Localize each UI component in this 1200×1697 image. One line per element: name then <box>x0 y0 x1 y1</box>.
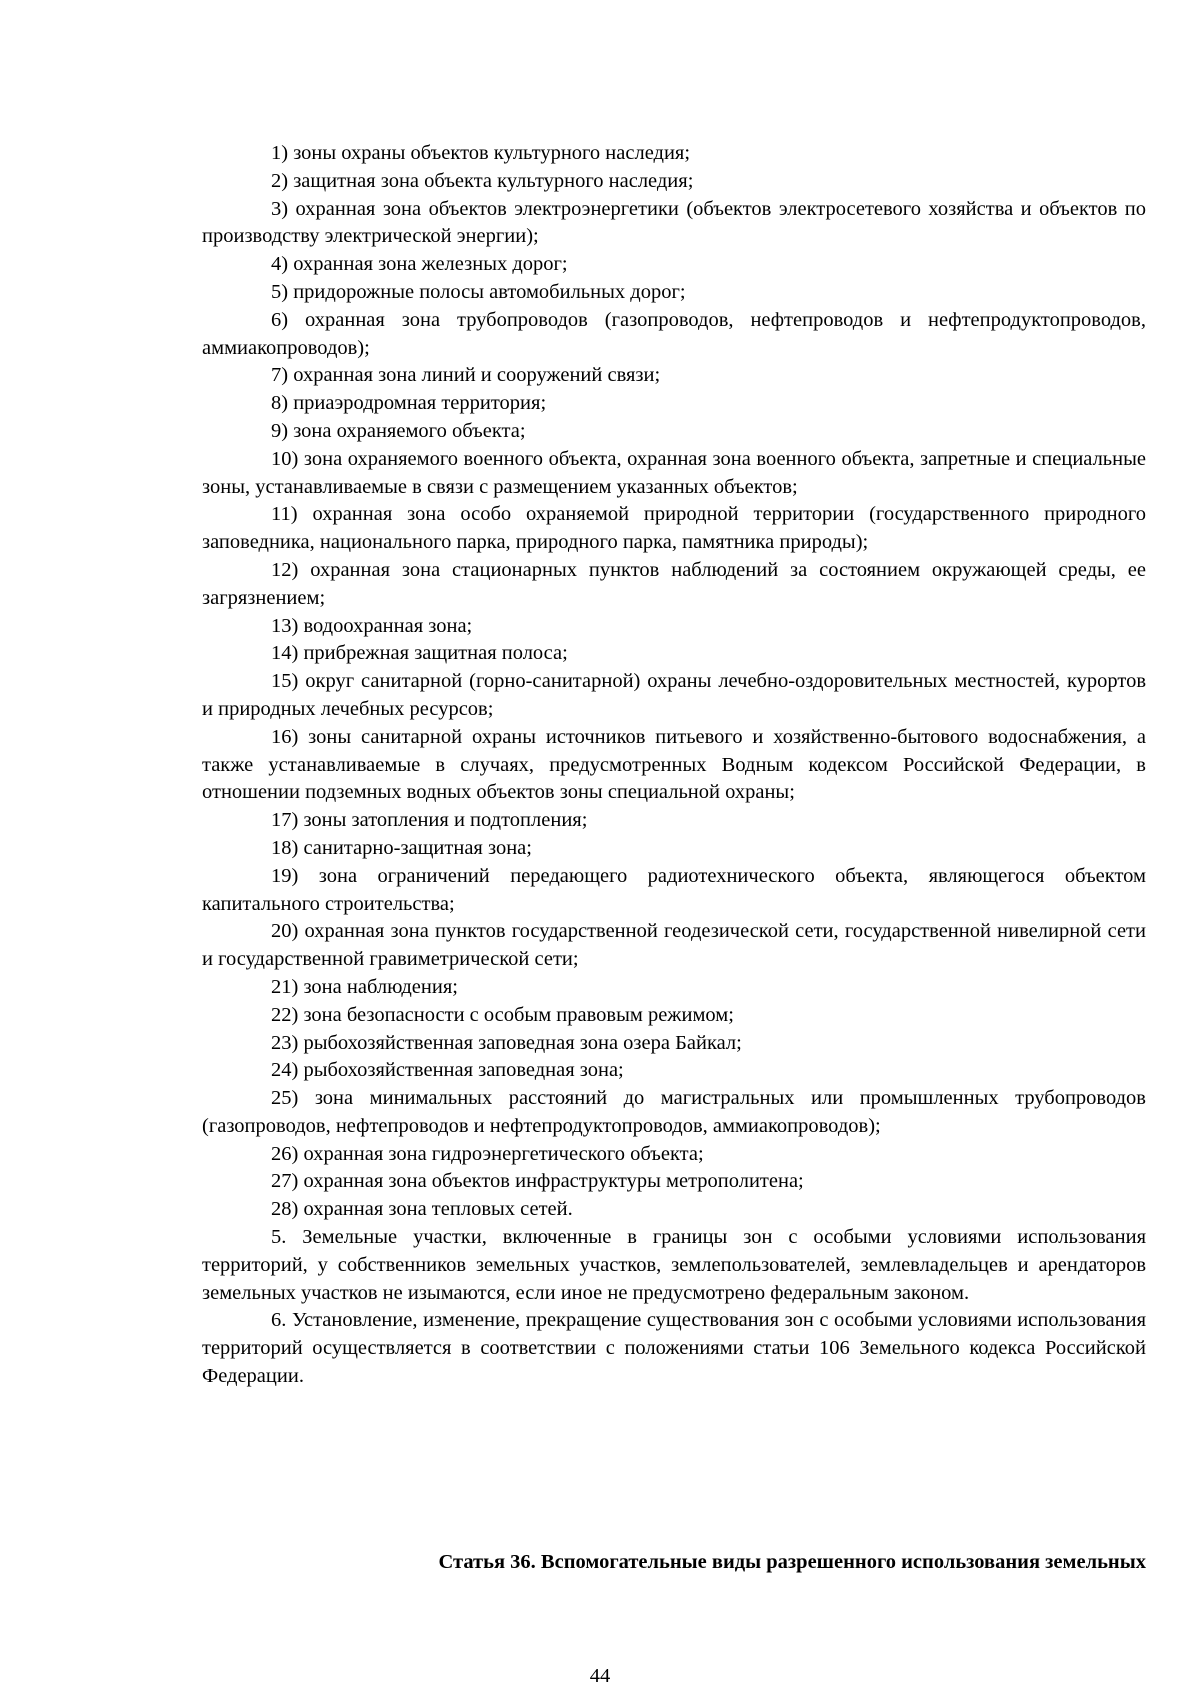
list-item: 21) зона наблюдения; <box>271 975 458 998</box>
list-item: 17) зоны затопления и подтопления; <box>271 809 588 832</box>
paragraph: 5. Земельные участки, включенные в границы зон с особыми условиями использования территорий, у собственников земельных участков, землепользователей, землевладельцев и арендаторов земельных участков не изымаются, если иное не предусмотрено федеральным законом. <box>202 1226 1146 1304</box>
list-item: 5) придорожные полосы автомобильных дорог; <box>271 280 686 303</box>
list-item: 10) зона охраняемого военного объекта, охранная зона военного объекта, запретные и специальные зоны, устанавливаемые в связи с размещением указанных объектов; <box>202 447 1146 498</box>
article-heading: Статья 36. Вспомогательные виды разрешенного использования земельных <box>438 1551 1146 1573</box>
list-item: 25) зона минимальных расстояний до магистральных или промышленных трубопроводов (газопроводов, нефтепроводов и нефтепродуктопроводов, аммиакопроводов); <box>202 1087 1146 1137</box>
page-number: 44 <box>589 1665 611 1687</box>
list-item: 13) водоохранная зона; <box>271 614 473 637</box>
list-item: 2) защитная зона объекта культурного наследия; <box>271 169 694 192</box>
list-item: 3) охранная зона объектов электроэнергетики (объектов электросетевого хозяйства и объектов по производству электрической энергии); <box>202 197 1146 248</box>
list-item: 19) зона ограничений передающего радиотехнического объекта, являющегося объектом капитального строительства; <box>202 864 1146 915</box>
list-item: 6) охранная зона трубопроводов (газопроводов, нефтепроводов и нефтепродуктопроводов, аммиакопроводов); <box>202 308 1146 359</box>
list-item: 26) охранная зона гидроэнергетического объекта; <box>271 1142 704 1165</box>
list-item: 16) зоны санитарной охраны источников питьевого и хозяйственно-бытового водоснабжения, а также устанавливаемые в случаях, предусмотренных Водным кодексом Российской Федерации, в отношении подземных водных объектов зоны специальной охраны; <box>202 725 1146 804</box>
list-item: 14) прибрежная защитная полоса; <box>271 642 568 665</box>
list-item: 9) зона охраняемого объекта; <box>271 419 526 442</box>
list-item: 28) охранная зона тепловых сетей. <box>271 1198 573 1221</box>
list-item: 1) зоны охраны объектов культурного наследия; <box>271 142 691 164</box>
list-item: 4) охранная зона железных дорог; <box>271 253 568 276</box>
list-item: 20) охранная зона пунктов государственной геодезической сети, государственной нивелирной сети и государственной гравиметрической сети; <box>202 920 1146 971</box>
list-item: 24) рыбохозяйственная заповедная зона; <box>271 1059 624 1082</box>
list-item: 18) санитарно-защитная зона; <box>271 836 532 859</box>
list-item: 7) охранная зона линий и сооружений связи; <box>271 364 661 387</box>
list-item: 15) округ санитарной (горно-санитарной) охраны лечебно-оздоровительных местностей, курортов и природных лечебных ресурсов; <box>202 670 1146 720</box>
list-item: 12) охранная зона стационарных пунктов наблюдений за состоянием окружающей среды, ее загрязнением; <box>202 558 1146 609</box>
list-item: 8) приаэродромная территория; <box>271 392 547 415</box>
list-item: 11) охранная зона особо охраняемой природной территории (государственного природного заповедника, национального парка, природного парка, памятника природы); <box>202 503 1146 554</box>
list-item: 27) охранная зона объектов инфраструктуры метрополитена; <box>271 1170 804 1193</box>
list-item: 22) зона безопасности с особым правовым режимом; <box>271 1003 734 1026</box>
list-item: 23) рыбохозяйственная заповедная зона озера Байкал; <box>271 1031 742 1054</box>
paragraph: 6. Установление, изменение, прекращение существования зон с особыми условиями использования территорий осуществляется в соответствии с положениями статьи 106 Земельного кодекса Российской Федерации. <box>202 1309 1146 1388</box>
document-body <box>202 140 1146 1391</box>
